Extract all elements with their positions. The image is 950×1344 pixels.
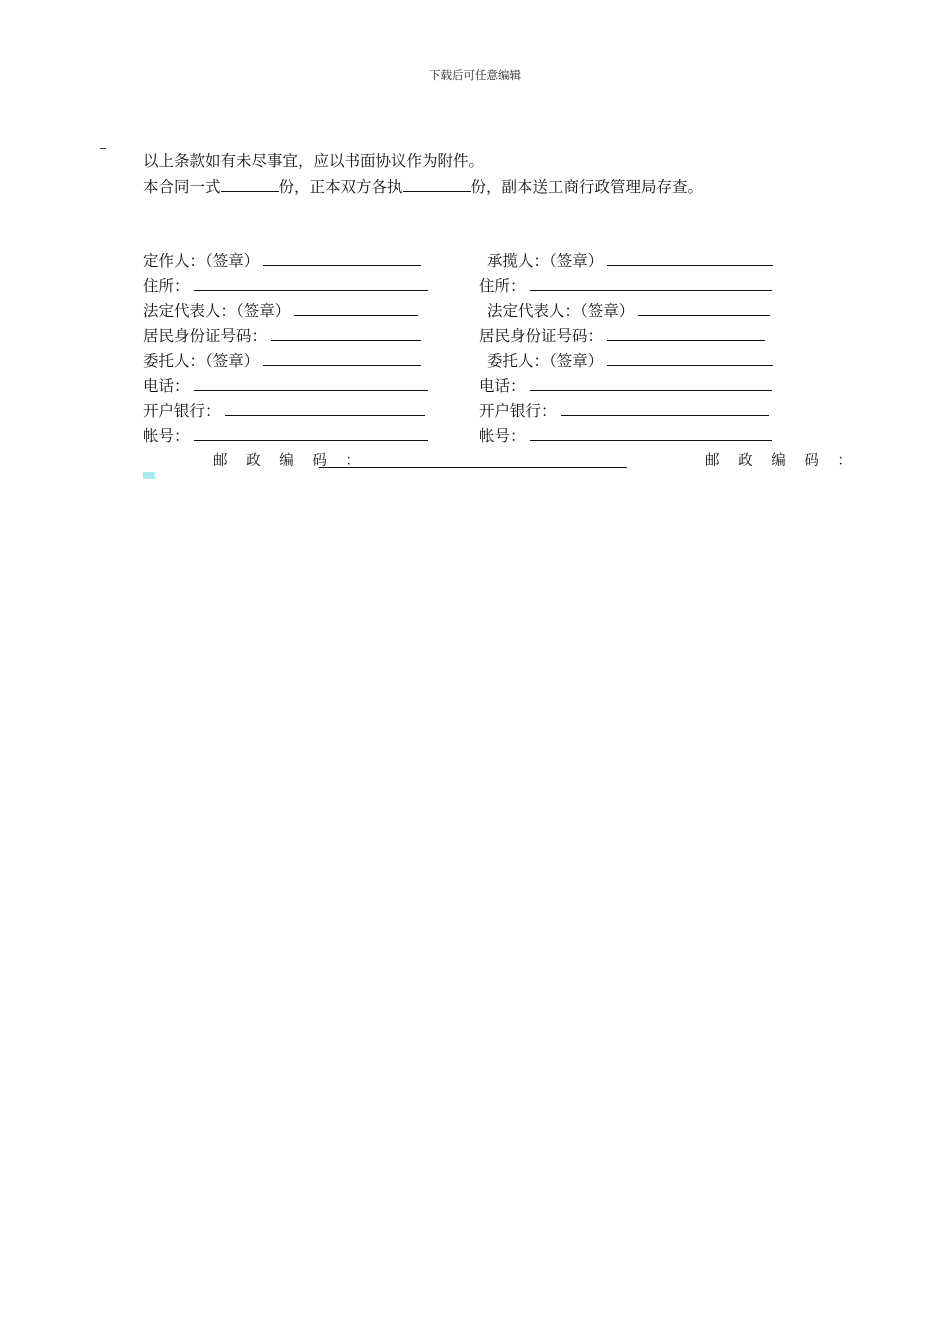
left-party-row <box>143 251 421 271</box>
left-party-field[interactable] <box>263 251 421 266</box>
clause-copies-part-b: 份，正本双方各执 <box>278 178 403 196</box>
right-agent-field[interactable] <box>607 351 773 366</box>
copies-total-blank[interactable] <box>221 176 279 192</box>
right-legal-rep-field[interactable] <box>638 301 770 316</box>
left-agent-row <box>143 351 421 371</box>
right-party-label: 承揽人：（签章） <box>487 252 604 270</box>
left-address-label: 住所： <box>143 277 190 295</box>
right-agent-row <box>487 351 773 371</box>
left-bank-field[interactable] <box>225 401 425 416</box>
left-account-field[interactable] <box>194 426 428 441</box>
left-bank-row <box>143 401 425 421</box>
right-address-row <box>479 276 772 296</box>
clause-copies-part-c: 份，副本送工商行政管理局存查。 <box>470 178 704 196</box>
left-address-field[interactable] <box>194 276 428 291</box>
page-header-note: 下载后可任意编辑 <box>429 68 521 82</box>
right-legal-rep-label: 法定代表人：（签章） <box>487 302 635 320</box>
right-account-label: 帐号： <box>479 427 526 445</box>
right-party-field[interactable] <box>607 251 773 266</box>
left-agent-label: 委托人：（签章） <box>143 352 260 370</box>
right-id-label: 居民身份证号码： <box>479 327 604 345</box>
stray-dash: _ <box>100 135 106 149</box>
left-phone-label: 电话： <box>143 377 190 395</box>
right-phone-row <box>479 376 772 396</box>
left-legal-rep-label: 法定代表人：（签章） <box>143 302 291 320</box>
right-legal-rep-row <box>487 301 770 321</box>
left-phone-row <box>143 376 428 396</box>
clause-attachment: 以上条款如有未尽事宜，应以书面协议作为附件。 <box>143 152 485 170</box>
left-id-field[interactable] <box>271 326 421 341</box>
right-bank-label: 开户银行： <box>479 402 557 420</box>
clause-copies-part-a: 本合同一式 <box>143 178 221 196</box>
left-agent-field[interactable] <box>263 351 421 366</box>
left-address-row <box>143 276 428 296</box>
highlight-marker <box>143 472 155 479</box>
left-account-row <box>143 426 428 446</box>
clause-copies <box>143 176 703 197</box>
right-account-field[interactable] <box>530 426 772 441</box>
right-account-row <box>479 426 772 446</box>
right-party-row <box>487 251 773 271</box>
left-id-row <box>143 326 421 346</box>
left-account-label: 帐号： <box>143 427 190 445</box>
left-legal-rep-row <box>143 301 418 321</box>
left-id-label: 居民身份证号码： <box>143 327 268 345</box>
left-bank-label: 开户银行： <box>143 402 221 420</box>
right-phone-field[interactable] <box>530 376 772 391</box>
right-id-row <box>479 326 765 346</box>
left-party-label: 定作人：（签章） <box>143 252 260 270</box>
right-agent-label: 委托人：（签章） <box>487 352 604 370</box>
right-bank-field[interactable] <box>561 401 769 416</box>
right-bank-row <box>479 401 769 421</box>
right-postal-label: 邮 政 编 码 ： <box>705 453 859 469</box>
left-legal-rep-field[interactable] <box>294 301 418 316</box>
left-phone-field[interactable] <box>194 376 428 391</box>
right-phone-label: 电话： <box>479 377 526 395</box>
right-address-field[interactable] <box>530 276 772 291</box>
copies-each-blank[interactable] <box>403 176 471 192</box>
right-address-label: 住所： <box>479 277 526 295</box>
left-postal-field[interactable] <box>319 467 627 468</box>
left-postal-label: 邮 政 编 码 ： <box>213 453 367 469</box>
right-id-field[interactable] <box>607 326 765 341</box>
